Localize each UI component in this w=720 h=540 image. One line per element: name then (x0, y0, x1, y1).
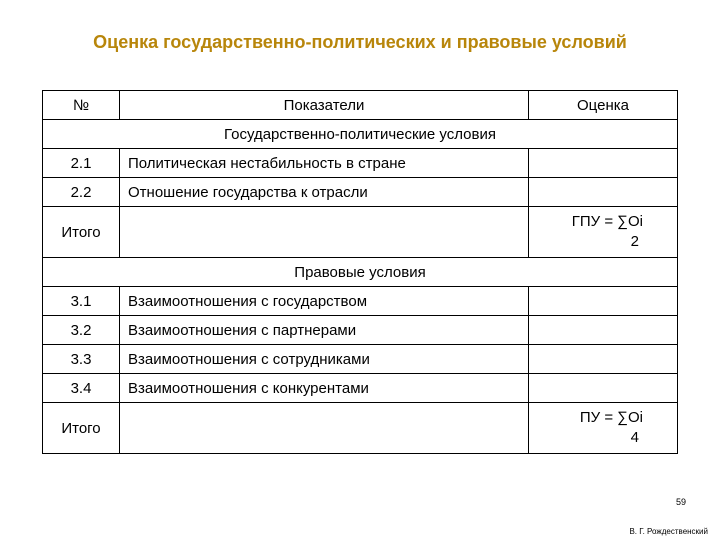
score-cell[interactable] (529, 178, 678, 207)
total-empty-cell (120, 403, 529, 454)
assessment-table (42, 90, 678, 454)
header-num: № (43, 91, 120, 120)
slide-title: Оценка государственно-политических и правовые условий (93, 32, 627, 52)
row-label: Взаимоотношения с партнерами (120, 316, 529, 345)
row-label: Взаимоотношения с конкурентами (120, 374, 529, 403)
table-row (43, 149, 678, 178)
row-num: 3.2 (43, 316, 120, 345)
formula-divisor: 4 (630, 429, 639, 446)
score-cell[interactable] (529, 287, 678, 316)
score-cell[interactable] (529, 374, 678, 403)
row-label: Политическая нестабильность в стране (120, 149, 529, 178)
section1-title: Государственно-политические условия (43, 120, 678, 149)
score-cell[interactable] (529, 345, 678, 374)
score-cell[interactable] (529, 149, 678, 178)
total-row (43, 207, 678, 258)
formula-gpu: ГПУ = ∑Оi (571, 213, 643, 230)
formula-divisor: 2 (630, 233, 639, 250)
row-label: Отношение государства к отрасли (120, 178, 529, 207)
section-heading-row (43, 120, 678, 149)
total-label: Итого (43, 207, 120, 258)
row-num: 2.2 (43, 178, 120, 207)
author-name: В. Г. Рождественский (629, 527, 708, 536)
table-header-row (43, 91, 678, 120)
formula-cell (529, 403, 678, 454)
page-number: 59 (676, 497, 687, 507)
header-score: Оценка (529, 91, 678, 120)
section-heading-row (43, 258, 678, 287)
row-num: 3.1 (43, 287, 120, 316)
row-num: 3.4 (43, 374, 120, 403)
row-label: Взаимоотношения с сотрудниками (120, 345, 529, 374)
total-row (43, 403, 678, 454)
formula-pu: ПУ = ∑Оi (579, 409, 643, 426)
row-label: Взаимоотношения с государством (120, 287, 529, 316)
table-row (43, 178, 678, 207)
total-label: Итого (43, 403, 120, 454)
row-num: 3.3 (43, 345, 120, 374)
formula-cell (529, 207, 678, 258)
total-empty-cell (120, 207, 529, 258)
header-indicators: Показатели (120, 91, 529, 120)
table-row (43, 287, 678, 316)
section2-title: Правовые условия (43, 258, 678, 287)
table-row (43, 374, 678, 403)
table-row (43, 345, 678, 374)
table-row (43, 316, 678, 345)
score-cell[interactable] (529, 316, 678, 345)
row-num: 2.1 (43, 149, 120, 178)
